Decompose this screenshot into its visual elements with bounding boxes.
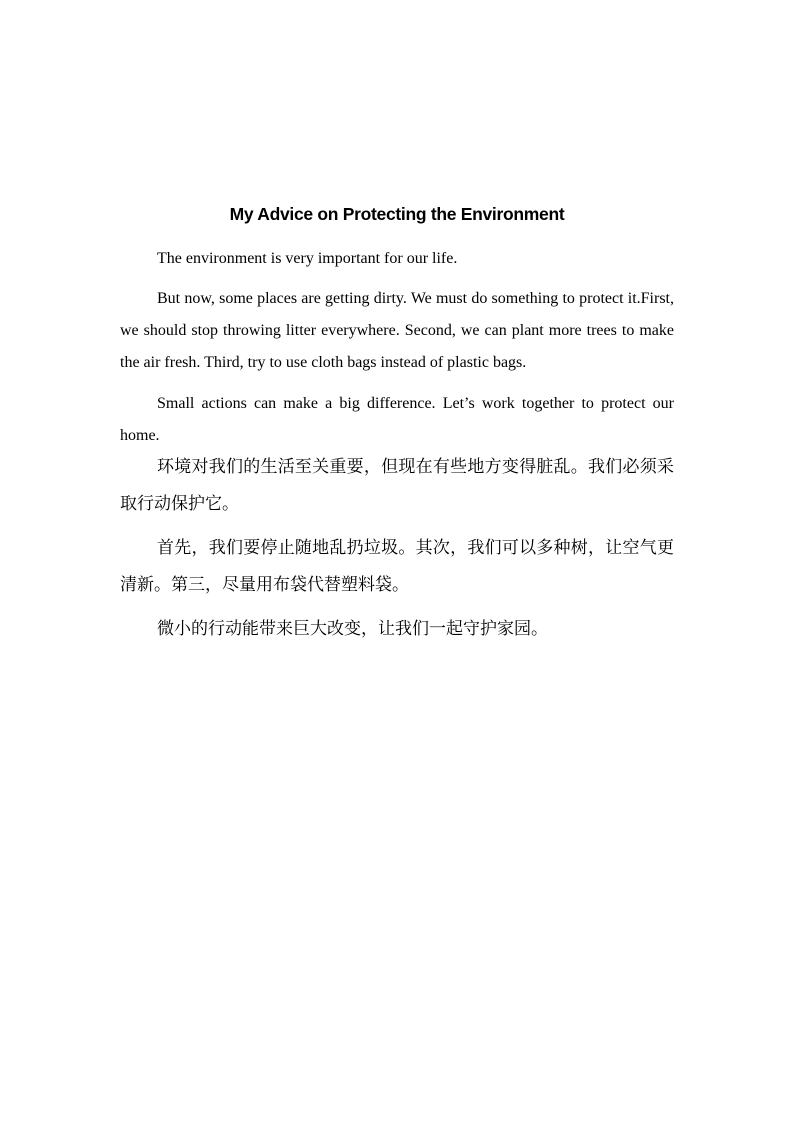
chinese-paragraph-1: 环境对我们的生活至关重要，但现在有些地方变得脏乱。我们必须采取行动保护它。	[120, 457, 674, 514]
chinese-paragraph-3: 微小的行动能带来巨大改变，让我们一起守护家园。	[157, 619, 548, 639]
document-body	[120, 201, 674, 648]
english-paragraph-2: But now, some places are getting dirty. We must do something to protect it.First, we should stop throwing litter everywhere. Second, we can plant more trees to make the air fresh. Third, try to use cloth bags instead of plastic bags.	[120, 290, 674, 371]
document-title: My Advice on Protecting the Environment	[229, 204, 565, 224]
chinese-paragraph-2: 首先，我们要停止随地乱扔垃圾。其次，我们可以多种树，让空气更清新。第三，尽量用布袋代替塑料袋。	[120, 538, 674, 595]
english-paragraph-1: The environment is very important for our life.	[157, 250, 458, 267]
english-paragraph-3: Small actions can make a big difference. Let’s work together to protect our home.	[120, 395, 674, 444]
